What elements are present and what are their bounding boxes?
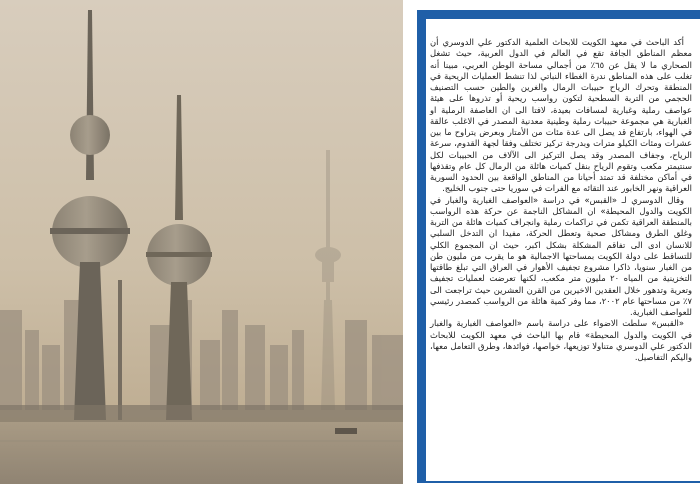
article-paragraph-1: أكد الباحث في معهد الكويت للابحاث العلمية الدكتور علي الدوسري أن معظم المناطق الجافة تقع في العالم في الدول العربية، حيث تشغل الصحاري ما لا يقل عن ٦٥٪ من أجمالي مساحة الوطن العربي، مبينا أنه تغلب على هذه المناطق ندرة الغطاء النباتي لذا تنشط العمليات الريحية في المنطقة وتحرك الرياح حبيبات الرمال والغرين والطين حسب التصنيف الحجمي من التربة السطحية لتكون رواسب ريحية أو تذروها على هيئة عواصف رملية وغبارية لمسافات بعيدة، لافتا الى ان العاصفة الرملية او الغبارية هي مجموعة حبيبات رملية وطينية معدنية المصدر في الاغلب عالقة في الهواء، بارتفاع قد يصل الى عدة مئات من الأمتار وبعرض يتراوح ما بين عشرات ومئات الكيلو مترات وبدرجة تركيز تختلف وفقا لجهة القدوم، سرعة الرياح، وجفاف المصدر وقد يصل التركيز الى الآلاف من الحبيبات لكل سنتيمتر مكعب وتقوم الرياح بنقل كميات هائلة من الرمال كل عام وتقذفها في أماكن مختلفة قد تمتد أحيانا من المناطق الواقعة بين الحدود السورية العراقية ونهر الخابور عند التقائه مع الفرات في سوريا حتى جنوب الخليج. bbox=[430, 37, 692, 194]
needle-tower bbox=[118, 280, 122, 420]
boat bbox=[335, 428, 357, 434]
article-paragraph-3: «القبس» سلطت الاضواء على دراسة باسم «العواصف الغبارية والغبار في الكويت والدول المحيطة» قام بها الباحث في معهد الكويت للابحاث الدكتور علي الدوسري متناولا توزيعها، خواصها، فوائدها، وطرق التعامل معها، واليكم التفاصيل. bbox=[430, 318, 692, 362]
article-frame bbox=[417, 10, 700, 483]
article-body bbox=[430, 37, 692, 363]
article-box bbox=[426, 19, 700, 481]
article-paragraph-2: وقال الدوسري لـ «القبس» في دراسة «العواصف الغبارية والغبار في الكويت والدول المحيطة» ان المشاكل الناجمة عن حركة هذه الرواسب بالمنطقة العراقية تكمن في تراكمات رملية وانجراف كميات هائلة من التربة وغلق الطرق ومشاكل صحية وتعطل الحركة، مفيدا ان التدخل السلبي للانسان ادى الى تفاقم المشكلة بشكل اكبر، حيث ان المجموع الكلي للتساقط على دولة الكويت بمساحتها الاجمالية هو ما يقرب من مليون طن من الغبار سنويا، ذاكرا مشروع تجفيف الأهوار في العراق التي تبلغ طاقتها التخزينية من المياه ٢٠ مليون متر مكعب، لكنها تعرضت لعمليات تجفيف وتعرية وتدهور خلال العقدين الاخيرين من القرن العشرين حيث تراجعت الى ٧٪ من مساحتها عام ٢٠٠٢، مما وفر كمية هائلة من الرواسب كمصدر رئيسي للعواصف الغبارية. bbox=[430, 194, 692, 317]
